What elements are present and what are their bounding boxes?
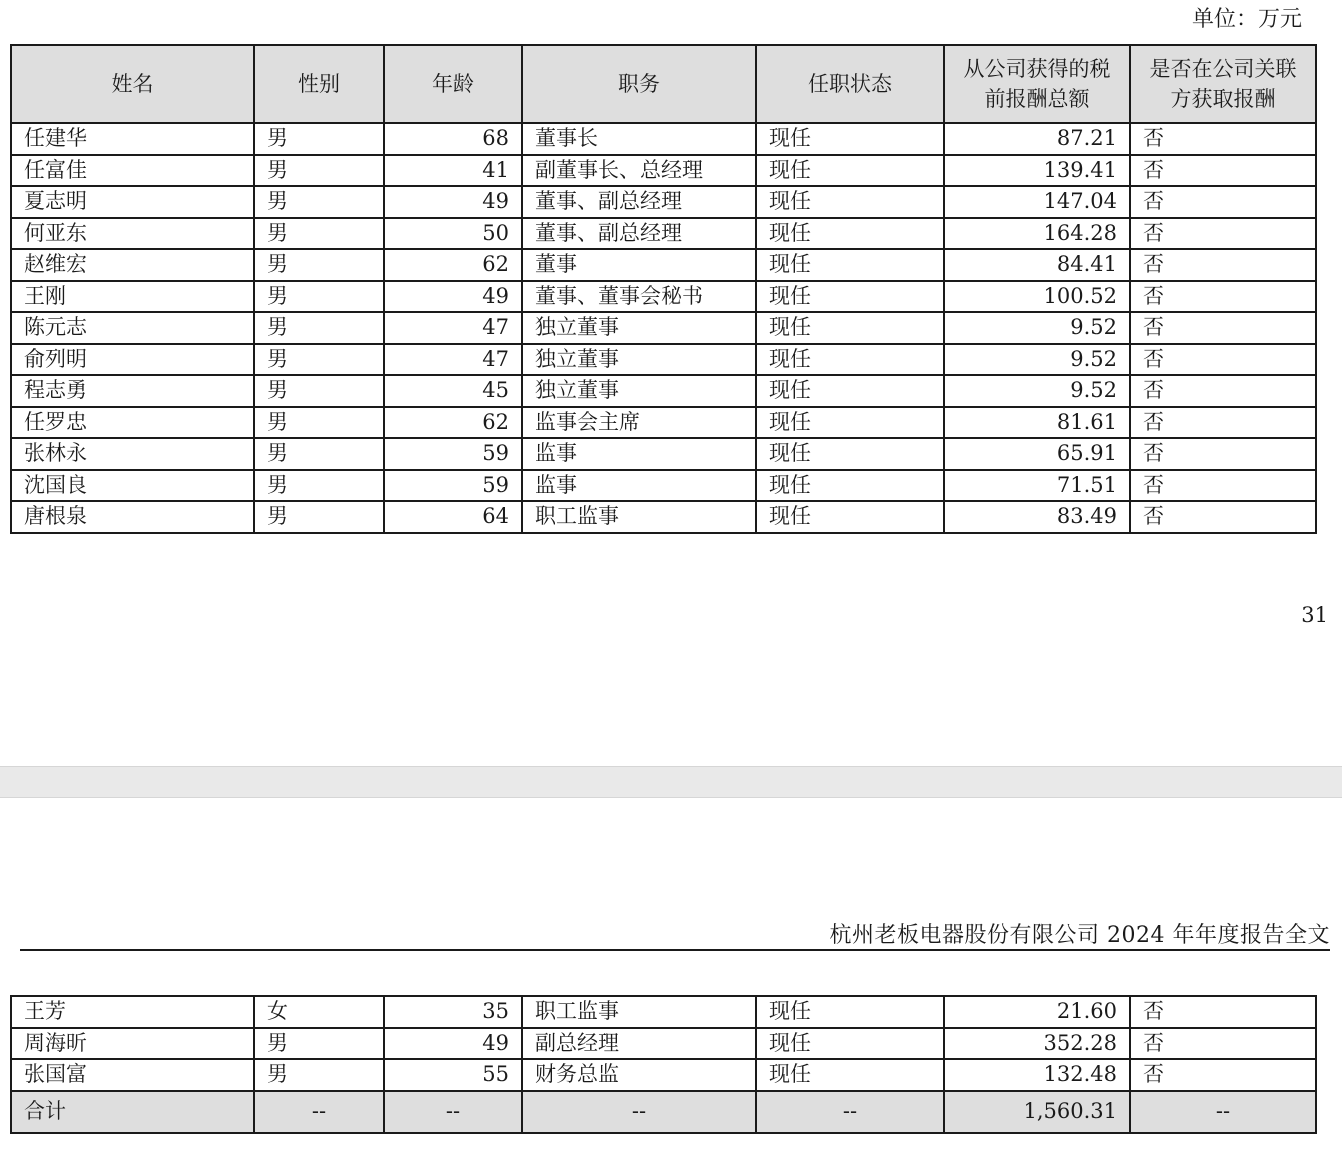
table-header-row [11,45,1316,123]
cell-name: 赵维宏 [11,249,254,281]
cell-related-party: 否 [1130,407,1316,439]
cell-title: 董事 [522,249,756,281]
cell-related-party: 否 [1130,344,1316,376]
header-title: 职务 [522,45,756,123]
cell-pretax-pay: 71.51 [944,470,1130,502]
header-status: 任职状态 [756,45,944,123]
cell-related-party: 否 [1130,501,1316,533]
total-label: 合计 [11,1091,254,1133]
header-rule [20,949,1330,951]
cell-related-party: 否 [1130,470,1316,502]
cell-title: 董事长 [522,123,756,155]
table-row [11,1028,1316,1060]
total-related: -- [1130,1091,1316,1133]
page-number: 31 [1301,603,1328,627]
cell-gender: 男 [254,1028,384,1060]
cell-gender: 男 [254,1059,384,1091]
total-pay: 1,560.31 [944,1091,1130,1133]
cell-name: 程志勇 [11,375,254,407]
cell-name: 王芳 [11,996,254,1028]
cell-title: 监事 [522,470,756,502]
table-row [11,470,1316,502]
table-row [11,123,1316,155]
total-age: -- [384,1091,522,1133]
cell-pretax-pay: 9.52 [944,375,1130,407]
cell-name: 何亚东 [11,218,254,250]
cell-status: 现任 [756,1028,944,1060]
table-row [11,438,1316,470]
cell-status: 现任 [756,249,944,281]
cell-gender: 女 [254,996,384,1028]
cell-status: 现任 [756,344,944,376]
table-row [11,249,1316,281]
cell-age: 62 [384,249,522,281]
cell-gender: 男 [254,123,384,155]
compensation-table [10,44,1317,534]
cell-age: 64 [384,501,522,533]
cell-related-party: 否 [1130,155,1316,187]
table-row [11,1059,1316,1091]
cell-related-party: 否 [1130,312,1316,344]
cell-related-party: 否 [1130,1028,1316,1060]
header-age: 年龄 [384,45,522,123]
table-body [11,123,1316,533]
table-row [11,996,1316,1028]
cell-status: 现任 [756,996,944,1028]
cell-status: 现任 [756,407,944,439]
cell-pretax-pay: 147.04 [944,186,1130,218]
table-row [11,407,1316,439]
header-pretax-pay: 从公司获得的税前报酬总额 [944,45,1130,123]
cell-name: 陈元志 [11,312,254,344]
cell-pretax-pay: 132.48 [944,1059,1130,1091]
cell-gender: 男 [254,312,384,344]
cell-name: 沈国良 [11,470,254,502]
cell-age: 45 [384,375,522,407]
total-status: -- [756,1091,944,1133]
cell-title: 董事、副总经理 [522,186,756,218]
document-header: 杭州老板电器股份有限公司 2024 年年度报告全文 [829,923,1330,948]
cell-gender: 男 [254,501,384,533]
cell-name: 张国富 [11,1059,254,1091]
cell-gender: 男 [254,218,384,250]
cell-gender: 男 [254,407,384,439]
cell-name: 王刚 [11,281,254,313]
cell-related-party: 否 [1130,375,1316,407]
table-row [11,501,1316,533]
cell-title: 副总经理 [522,1028,756,1060]
table-row [11,375,1316,407]
cell-age: 47 [384,344,522,376]
table-row [11,155,1316,187]
cell-title: 职工监事 [522,996,756,1028]
cell-gender: 男 [254,470,384,502]
cell-age: 49 [384,281,522,313]
cell-name: 周海昕 [11,1028,254,1060]
cell-related-party: 否 [1130,123,1316,155]
cell-gender: 男 [254,438,384,470]
unit-label: 单位：万元 [1191,7,1302,32]
cell-name: 张林永 [11,438,254,470]
cell-related-party: 否 [1130,438,1316,470]
header-name: 姓名 [11,45,254,123]
cell-status: 现任 [756,470,944,502]
cell-status: 现任 [756,186,944,218]
cell-age: 68 [384,123,522,155]
cell-title: 副董事长、总经理 [522,155,756,187]
cell-pretax-pay: 9.52 [944,312,1130,344]
cell-status: 现任 [756,501,944,533]
cell-status: 现任 [756,218,944,250]
cell-related-party: 否 [1130,218,1316,250]
table-row [11,344,1316,376]
cell-title: 董事、副总经理 [522,218,756,250]
cell-gender: 男 [254,344,384,376]
cell-status: 现任 [756,281,944,313]
cell-name: 唐根泉 [11,501,254,533]
page-separator [0,766,1342,798]
cell-pretax-pay: 352.28 [944,1028,1130,1060]
cell-name: 任建华 [11,123,254,155]
cell-age: 49 [384,186,522,218]
cell-title: 独立董事 [522,344,756,376]
cell-pretax-pay: 83.49 [944,501,1130,533]
cell-name: 任罗忠 [11,407,254,439]
cell-pretax-pay: 164.28 [944,218,1130,250]
cell-related-party: 否 [1130,996,1316,1028]
total-row [11,1091,1316,1133]
cell-age: 55 [384,1059,522,1091]
cell-title: 监事 [522,438,756,470]
cell-gender: 男 [254,249,384,281]
cell-title: 独立董事 [522,375,756,407]
cell-age: 50 [384,218,522,250]
cell-related-party: 否 [1130,1059,1316,1091]
cell-pretax-pay: 84.41 [944,249,1130,281]
table-row [11,186,1316,218]
cell-age: 47 [384,312,522,344]
cell-title: 财务总监 [522,1059,756,1091]
cell-status: 现任 [756,1059,944,1091]
total-gender: -- [254,1091,384,1133]
table-row [11,218,1316,250]
cell-pretax-pay: 65.91 [944,438,1130,470]
cell-age: 59 [384,438,522,470]
cell-status: 现任 [756,438,944,470]
cell-title: 职工监事 [522,501,756,533]
cell-related-party: 否 [1130,186,1316,218]
cell-status: 现任 [756,312,944,344]
cell-pretax-pay: 21.60 [944,996,1130,1028]
cell-title: 监事会主席 [522,407,756,439]
cell-title: 独立董事 [522,312,756,344]
cell-pretax-pay: 87.21 [944,123,1130,155]
cell-status: 现任 [756,375,944,407]
cell-gender: 男 [254,186,384,218]
cell-gender: 男 [254,281,384,313]
cell-status: 现任 [756,155,944,187]
cell-status: 现任 [756,123,944,155]
cell-age: 59 [384,470,522,502]
cell-gender: 男 [254,155,384,187]
cell-pretax-pay: 81.61 [944,407,1130,439]
total-title: -- [522,1091,756,1133]
table-body [11,996,1316,1091]
cell-related-party: 否 [1130,281,1316,313]
cell-title: 董事、董事会秘书 [522,281,756,313]
cell-pretax-pay: 100.52 [944,281,1130,313]
header-related-party-pay: 是否在公司关联方获取报酬 [1130,45,1316,123]
table-row [11,281,1316,313]
cell-age: 35 [384,996,522,1028]
cell-pretax-pay: 9.52 [944,344,1130,376]
cell-pretax-pay: 139.41 [944,155,1130,187]
cell-name: 俞列明 [11,344,254,376]
cell-age: 41 [384,155,522,187]
compensation-table-continued [10,995,1317,1134]
cell-gender: 男 [254,375,384,407]
table-row [11,312,1316,344]
cell-name: 夏志明 [11,186,254,218]
cell-age: 49 [384,1028,522,1060]
cell-related-party: 否 [1130,249,1316,281]
header-gender: 性别 [254,45,384,123]
cell-name: 任富佳 [11,155,254,187]
cell-age: 62 [384,407,522,439]
